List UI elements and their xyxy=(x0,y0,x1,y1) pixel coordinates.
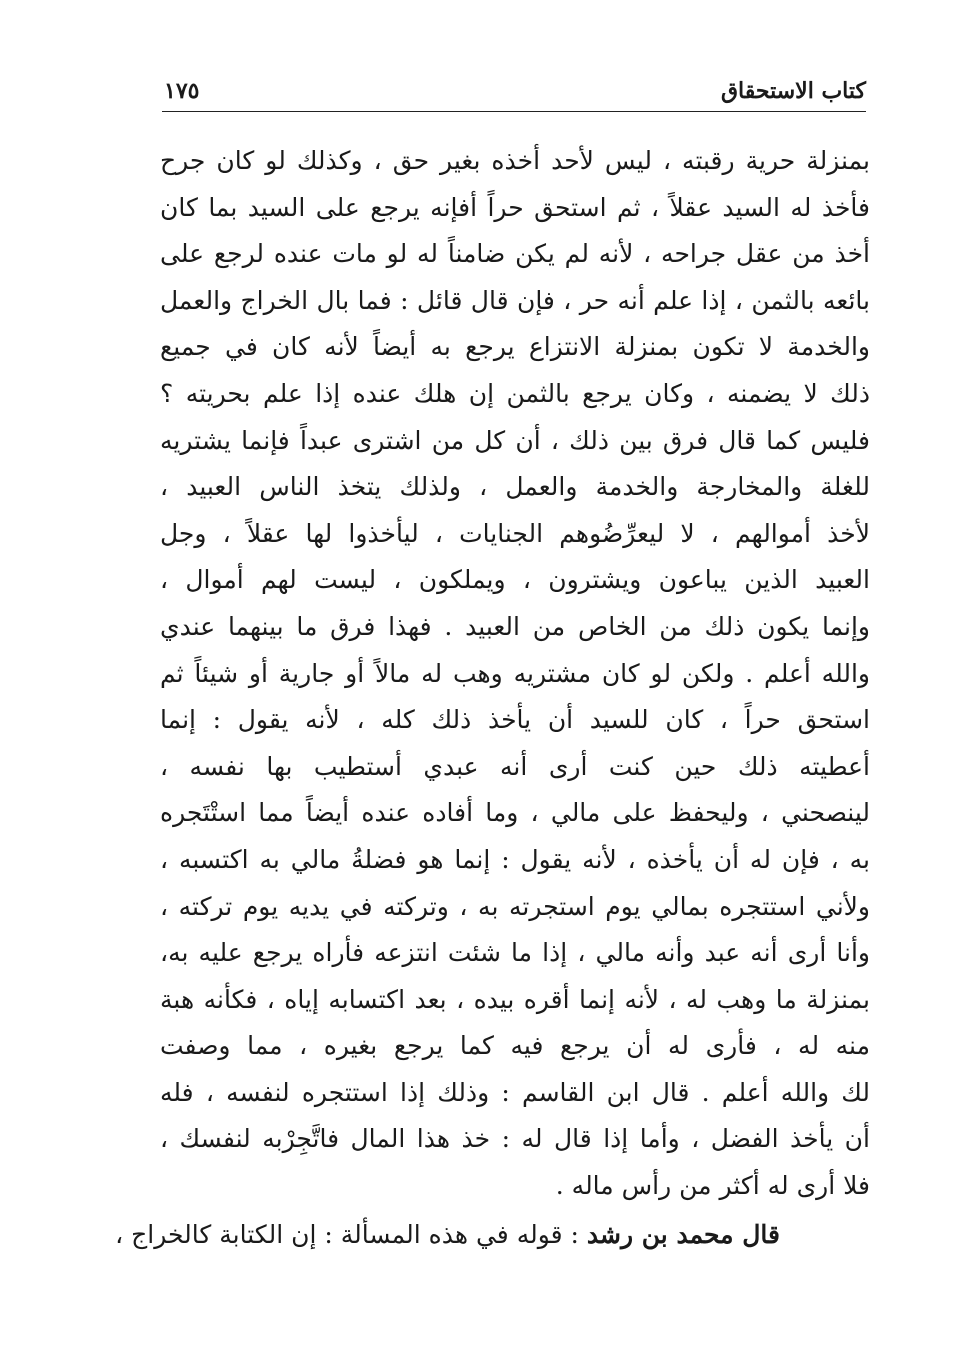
text-line: فأخذ له السيد عقلاً ، ثم استحق حراً أفإنه يرجع على السيد بما كان xyxy=(160,192,870,222)
text-line: ولأني استتجره بمالي يوم استجرته به ، وتركته في يديه يوم تركته ، xyxy=(160,891,870,921)
text-line: والخدمة لا تكون بمنزلة الانتزاع يرجع به أيضاً لأنه كان في جميع xyxy=(160,332,870,362)
text-line: بائعه بالثمن ، إذا علم أنه حر ، فإن قال قائل : فما بال الخراج والعمل xyxy=(160,285,870,315)
text-line: أخذ من عقل جراحه ، لأنه لم يكن ضامناً له لو مات عنده لرجع على xyxy=(160,239,870,269)
text-line: ذلك لا يضمنه ، وكان يرجع بالثمن إن هلك عنده إذا علم بحريته ؟ xyxy=(160,378,870,408)
text-line: فليس كما قال فرق بين ذلك ، أن كل من اشترى عبداً فإنما يشتريه xyxy=(160,425,870,455)
text-line: وأنا أرى أنه عبد وأنه مالي ، إذا ما شئت انتزعه فأراه يرجع عليه به، xyxy=(160,938,870,968)
text-line: أعطيته ذلك حين كنت أرى أنه عبدي أستطيب بها نفسه ، xyxy=(160,751,870,781)
running-header xyxy=(162,70,866,110)
text-line: به ، فإن له أن يأخذه ، لأنه يقول : إنما هو فضلةُ مالي به اكتسبه ، xyxy=(160,844,870,874)
text-line: لينصحني ، وليحفظ على مالي ، وما أفاده عنده أيضاً مما استْتَجره xyxy=(160,798,870,828)
text-line: استحق حراً ، كان للسيد أن يأخذ ذلك كله ، لأنه يقول : إنما xyxy=(160,705,870,735)
text-line-last: فلا أرى له أكثر من رأس ماله . xyxy=(555,1171,870,1201)
commentary-line xyxy=(115,1212,780,1258)
header-divider xyxy=(162,111,866,112)
page-number: ١٧٥ xyxy=(164,78,200,104)
text-line: لأخذ أموالهم ، لا ليعرِّضُوهم الجنايات ، ليأخذوا لها عقلاً ، وجل xyxy=(160,518,870,548)
chapter-title: كتاب الاستحقاق xyxy=(720,78,866,104)
text-line: والله أعلم . ولكن لو كان مشتريه وهب له مالاً أو جارية أو شيئاً ثم xyxy=(160,658,870,688)
text-line: منه له ، فأرى له أن يرجع فيه كما يرجع بغيره ، مما وصفت xyxy=(160,1031,870,1061)
main-text-block xyxy=(160,138,870,1210)
text-line: أن يأخذ الفضل ، وأما إذا قال له : خذ هذا المال فاتَّجِرْبه لنفسك ، xyxy=(160,1124,870,1154)
text-line: لك والله أعلم . قال ابن القاسم : وذلك إذا استتجره لنفسه ، فله xyxy=(160,1077,870,1107)
commentator-name: قال محمد بن رشد xyxy=(586,1220,780,1249)
text-line: بمنزلة ما وهب له ، لأنه إنما أقره بيده ، بعد اكتسابه إياه ، فكأنه هبة xyxy=(160,984,870,1014)
text-line: وإنما يكون ذلك من الخاص من العبيد . فهذا فرق ما بينهما عندي xyxy=(160,611,870,641)
commentary-text: : قوله في هذه المسألة : إن الكتابة كالخراج ، xyxy=(115,1220,587,1249)
text-line: للغلة والمخارجة والخدمة والعمل ، ولذلك يتخذ الناس العبيد ، xyxy=(160,472,870,502)
text-line: العبيد الذين يباعون ويشترون ، ويملكون ، ليست لهم أموال ، xyxy=(160,565,870,595)
text-line: بمنزلة حرية رقبته ، ليس لأحد أخذه بغير حق ، وكذلك لو كان جرح xyxy=(160,146,870,175)
